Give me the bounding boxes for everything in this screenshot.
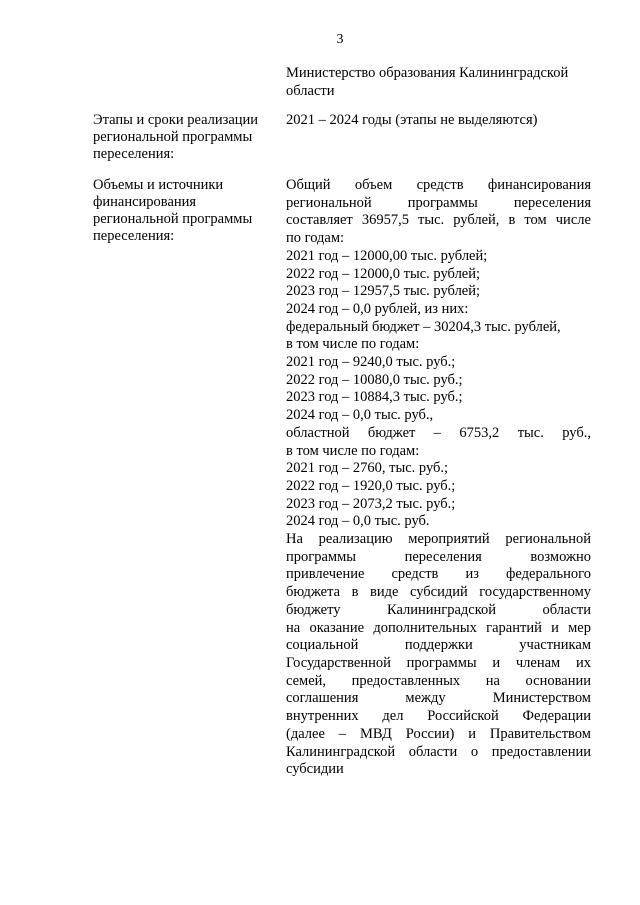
funding-value-word: программы [407, 194, 478, 211]
funding-value-word: программы [406, 654, 477, 671]
funding-value-line: 2021 год – 12000,00 тыс. рублей; [286, 247, 488, 264]
funding-label-line-3: региональной программы [93, 211, 253, 227]
funding-value-word: бюджет [367, 424, 416, 441]
funding-value-word: на [286, 619, 301, 636]
funding-value-line: 2022 год – 1920,0 тыс. руб.; [286, 477, 456, 494]
funding-value-line: 2022 год – 12000,0 тыс. рублей; [286, 265, 481, 282]
funding-value-word: предоставлении [491, 743, 591, 760]
funding-value-word: основании [525, 672, 591, 689]
funding-value-line [286, 177, 591, 195]
funding-value-word: региональной [505, 531, 591, 548]
funding-value-line [286, 708, 591, 726]
funding-value-word: переселения [404, 548, 482, 565]
funding-label-line-4: переселения: [93, 228, 175, 244]
funding-value-word: программы [286, 548, 356, 565]
funding-value-word: области [542, 601, 591, 618]
funding-value-word: – [433, 424, 441, 441]
funding-label-line-2: финансирования [93, 194, 197, 210]
funding-value-word: Калининградской [386, 601, 497, 618]
funding-value-word: (далее [286, 725, 325, 742]
funding-value-word: областной [286, 424, 350, 441]
funding-value-word: виде [370, 584, 399, 601]
funding-value-line [286, 425, 591, 443]
funding-value-word: МВД [359, 725, 392, 742]
funding-label-line-1: Объемы и источники [93, 177, 224, 193]
funding-value-word: составляет [286, 212, 353, 229]
funding-value-word: государственному [479, 584, 591, 601]
funding-label [93, 177, 275, 245]
funding-value-line [286, 212, 591, 230]
funding-value-line: 2024 год – 0,0 тыс. руб. [286, 513, 430, 530]
ministry-line-1: Министерство образования Калининградской [286, 65, 569, 81]
funding-value-line [286, 744, 591, 762]
funding-value-word: Калининградской [286, 743, 396, 760]
funding-value-word: о [470, 743, 479, 760]
funding-value-word: поддержки [404, 637, 473, 654]
funding-value-word: бюджету [286, 601, 341, 618]
funding-value-word: на [485, 672, 500, 689]
funding-value-word: средств [416, 177, 464, 193]
funding-value-word: между [405, 690, 446, 707]
funding-value-word: дополнительных [373, 619, 477, 636]
funding-value-line: 2023 год – 12957,5 тыс. рублей; [286, 283, 481, 300]
funding-value-word: руб., [562, 424, 591, 441]
funding-value [286, 177, 591, 779]
funding-value-line: федеральный бюджет – 30204,3 тыс. рублей, [286, 318, 561, 335]
funding-value-word: тыс. [517, 424, 544, 441]
funding-value-word: финансирования [487, 177, 591, 193]
funding-value-word: региональной [286, 194, 372, 211]
ministry-line-2: области [286, 83, 335, 99]
funding-value-word: мероприятий [408, 531, 490, 548]
funding-value-line [286, 549, 591, 567]
funding-value-word: Общий [286, 177, 331, 193]
funding-value-word: их [575, 654, 591, 671]
funding-value-line [286, 531, 591, 549]
funding-value-line: 2023 год – 2073,2 тыс. руб.; [286, 495, 456, 512]
funding-value-word: реализацию [318, 531, 393, 548]
funding-value-word: средств [391, 566, 439, 583]
funding-value-word: социальной [286, 637, 359, 654]
stages-label-line-1: Этапы и сроки реализации [93, 112, 259, 128]
funding-value-word: из [465, 566, 479, 583]
funding-value-word: Федерации [522, 708, 591, 725]
stages-label-line-3: переселения: [93, 146, 175, 162]
funding-value-line: по годам: [286, 230, 345, 247]
funding-value-word: России) [405, 725, 455, 742]
funding-value-word: области [408, 743, 458, 760]
funding-value-line [286, 637, 591, 655]
funding-value-word: соглашения [286, 690, 359, 707]
funding-value-line [286, 195, 591, 213]
funding-value-word: объем [354, 177, 393, 193]
funding-value-word: 6753,2 [459, 424, 500, 441]
funding-value-word: мер [568, 619, 591, 636]
funding-value-line: 2021 год – 2760, тыс. руб.; [286, 460, 449, 477]
funding-value-line: 2022 год – 10080,0 тыс. руб.; [286, 371, 463, 388]
funding-value-line [286, 602, 591, 620]
funding-value-word: привлечение [286, 566, 365, 583]
funding-value-word: 36957,5 [361, 212, 409, 229]
funding-value-line [286, 673, 591, 691]
funding-value-word: том [524, 212, 547, 229]
funding-value-word: На [286, 531, 303, 548]
funding-value-word: бюджета [286, 584, 341, 601]
page-number: 3 [336, 32, 344, 47]
funding-value-line [286, 655, 591, 673]
funding-value-word: федерального [506, 566, 591, 583]
funding-value-line [286, 690, 591, 708]
funding-value-word: – [338, 725, 347, 742]
funding-value-line: в том числе по годам: [286, 336, 420, 353]
funding-value-word: переселения [513, 194, 591, 211]
funding-value-line: 2021 год – 9240,0 тыс. руб.; [286, 354, 456, 371]
funding-value-word: Министерством [492, 690, 591, 707]
funding-value-line [286, 566, 591, 584]
funding-value-line [286, 584, 591, 602]
funding-value-word: числе [555, 212, 591, 229]
funding-value-word: и [492, 654, 501, 671]
funding-value-word: участникам [519, 637, 591, 654]
funding-value-word: внутренних [286, 708, 359, 725]
funding-value-word: гарантий [486, 619, 542, 636]
funding-value-word: предоставленных [351, 672, 461, 689]
funding-value-word: Правительством [489, 725, 591, 742]
funding-value-word: Российской [427, 708, 499, 725]
funding-value-word: тыс. [418, 212, 445, 229]
funding-value-word: рублей, [453, 212, 500, 229]
funding-value-word: в [351, 584, 359, 601]
stages-value-text: 2021 – 2024 годы (этапы не выделяются) [286, 112, 538, 128]
stages-label-line-2: региональной программы [93, 129, 253, 145]
funding-value-line [286, 726, 591, 744]
funding-value-word: оказание [309, 619, 365, 636]
funding-value-word: членам [515, 654, 561, 671]
funding-value-word: Государственной [286, 654, 391, 671]
funding-value-line: 2024 год – 0,0 рублей, из них: [286, 300, 469, 317]
funding-value-word: субсидий [409, 584, 468, 601]
funding-value-word: и [468, 725, 476, 742]
funding-value-line: субсидии [286, 761, 344, 778]
funding-value-line: в том числе по годам: [286, 442, 420, 459]
funding-value-word: семей, [286, 672, 327, 689]
funding-value-word: и [551, 619, 559, 636]
funding-value-line [286, 620, 591, 638]
funding-value-word: возможно [530, 548, 591, 565]
funding-value-word: дел [382, 708, 404, 725]
funding-value-word: в [508, 212, 516, 229]
ministry-text [286, 64, 591, 100]
funding-value-line: 2024 год – 0,0 тыс. руб., [286, 407, 434, 424]
funding-value-line: 2023 год – 10884,3 тыс. руб.; [286, 389, 463, 406]
stages-value [286, 112, 591, 130]
stages-label [93, 112, 275, 163]
